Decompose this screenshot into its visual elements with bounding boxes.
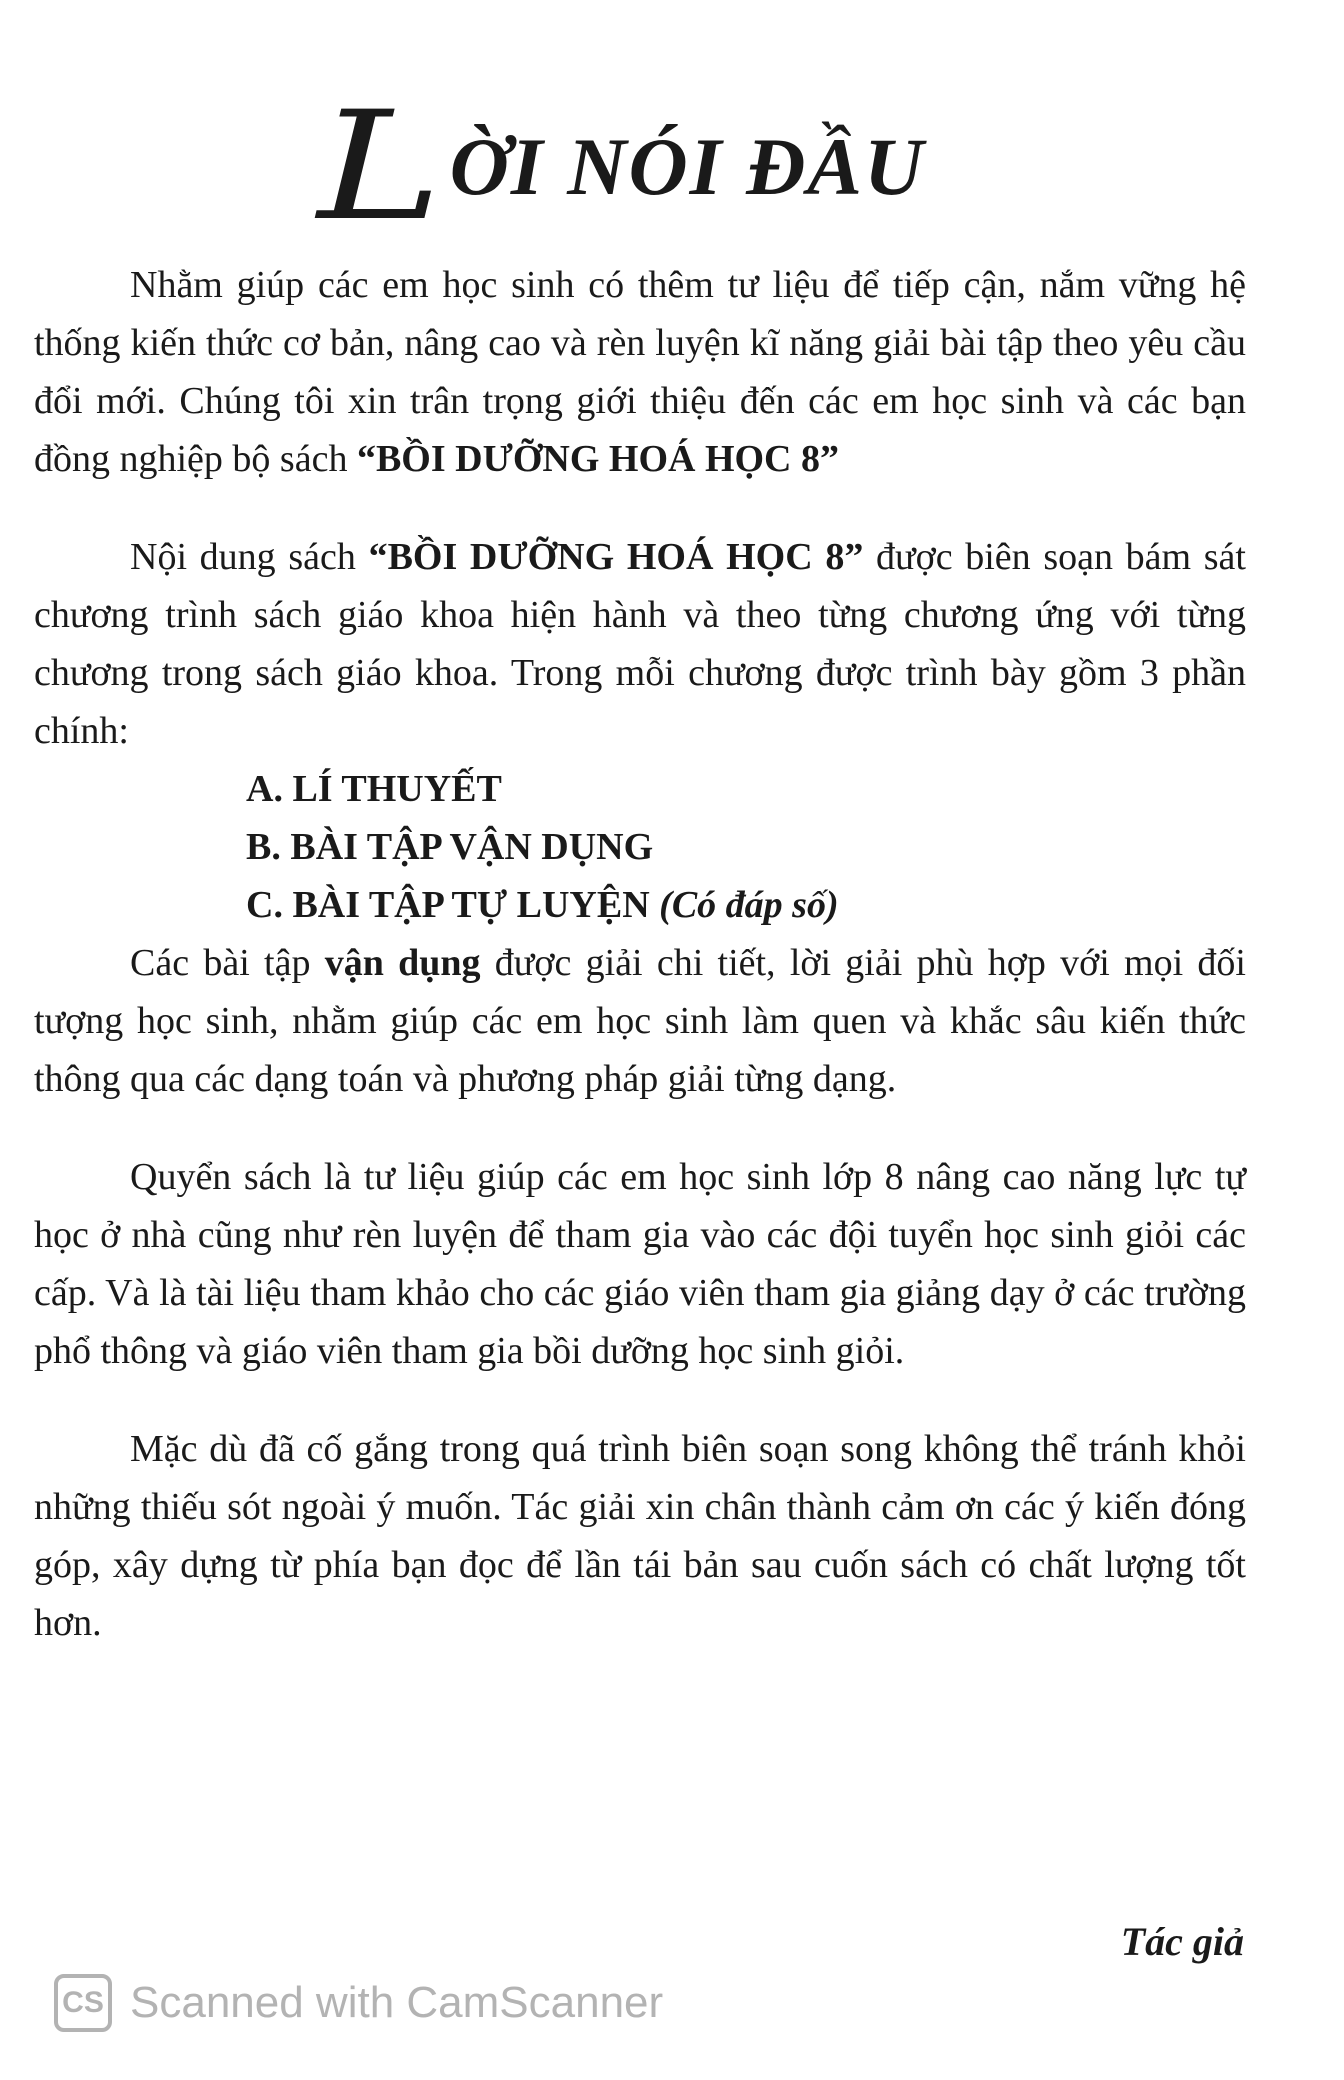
watermark-text: Scanned with CamScanner	[130, 1978, 664, 2027]
paragraph-exercises	[34, 934, 1246, 1108]
content-book-title: “BỒI DƯỠNG HOÁ HỌC 8”	[368, 536, 864, 578]
author-signature: Tác giả	[1120, 1919, 1244, 1964]
page-title	[317, 80, 1030, 254]
title-rest: ỜI NÓI ĐẦU	[449, 121, 926, 212]
content-start: Nội dung sách	[130, 536, 369, 578]
camscanner-logo-icon: CS	[54, 1974, 112, 2032]
intro-book-title: “BỒI DƯỠNG HOÁ HỌC 8”	[356, 438, 840, 480]
section-list	[34, 760, 1246, 934]
document-body	[34, 256, 1246, 1692]
list-item-label: B. BÀI TẬP VẬN DỤNG	[246, 826, 654, 868]
list-item	[34, 818, 1246, 876]
paragraph-thanks: Mặc dù đã cố gắng trong quá trình biên soạn song không thể tránh khỏi những thiếu sót ngoài ý muốn. Tác giải xin chân thành cảm ơn các ý kiến đóng góp, xây dựng từ phía bạn đọc để lần tái bản sau cuốn sách có chất lượng tốt hơn.	[34, 1428, 1246, 1644]
exercises-start: Các bài tập	[130, 942, 325, 984]
list-item-label: C. BÀI TẬP TỰ LUYỆN	[246, 884, 660, 926]
exercises-text: được giải chi tiết, lời giải phù hợp với mọi đối tượng học sinh, nhằm giúp các em học sinh làm quen và khắc sâu kiến thức thông qua các dạng toán và phương pháp giải từng dạng.	[34, 942, 1246, 1100]
list-item	[34, 760, 1246, 818]
list-item-note: (Có đáp số)	[659, 884, 839, 926]
list-item	[34, 876, 1246, 934]
title-initial: L	[317, 80, 443, 254]
paragraph-intro	[34, 256, 1246, 488]
content-text: được biên soạn bám sát chương trình sách giáo khoa hiện hành và theo từng chương ứng với từng chương trong sách giáo khoa. Trong mỗi chương được trình bày gồm 3 phần chính:	[34, 536, 1246, 752]
intro-text: Nhằm giúp các em học sinh có thêm tư liệu để tiếp cận, nắm vững hệ thống kiến thức cơ bản, nâng cao và rèn luyện kĩ năng giải bài tập theo yêu cầu đổi mới. Chúng tôi xin trân trọng giới thiệu đến các em học sinh và các bạn đồng nghiệp bộ sách	[34, 264, 1246, 480]
exercises-bold: vận dụng	[324, 942, 481, 984]
camscanner-watermark	[54, 1970, 663, 2036]
paragraph-content	[34, 528, 1246, 760]
paragraph-purpose: Quyển sách là tư liệu giúp các em học sinh lớp 8 nâng cao năng lực tự học ở nhà cũng như rèn luyện để tham gia vào các đội tuyển học sinh giỏi các cấp. Và là tài liệu tham khảo cho các giáo viên tham gia giảng dạy ở các trường phổ thông và giáo viên tham gia bồi dưỡng học sinh giỏi.	[34, 1156, 1246, 1372]
list-item-label: A. LÍ THUYẾT	[246, 768, 502, 810]
